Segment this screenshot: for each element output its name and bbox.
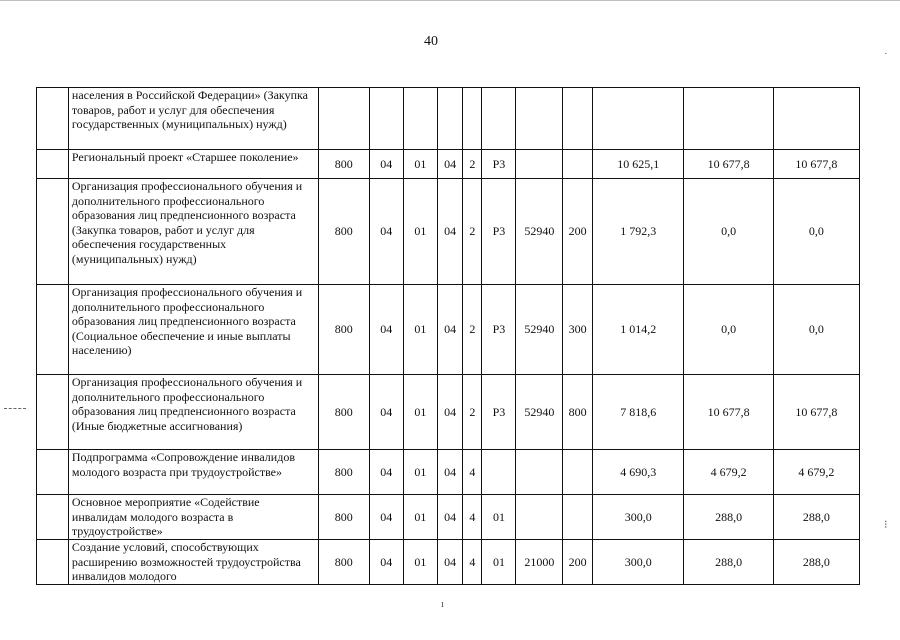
cell-subsection [403,88,437,150]
cell-amount-3: 10 677,8 [773,375,859,450]
row-index-cell [37,285,69,375]
cell-direction: 52940 [516,285,563,375]
cell-amount-3: 288,0 [773,495,859,540]
cell-amount-3: 10 677,8 [773,150,859,179]
cell-program: 04 [437,495,463,540]
row-index-cell [37,88,69,150]
cell-amount-1: 4 690,3 [593,450,684,495]
cell-direction [516,150,563,179]
cell-section: 04 [369,375,403,450]
cell-section: 04 [369,450,403,495]
cell-amount-2: 4 679,2 [684,450,773,495]
table-row [37,88,860,150]
cell-program: 04 [437,450,463,495]
cell-project: 01 [482,495,516,540]
cell-subprogram [463,88,482,150]
cell-expense-type: 300 [563,285,593,375]
cell-subsection: 01 [403,150,437,179]
table-row [37,375,860,450]
page-number: 40 [424,34,438,49]
cell-section: 04 [369,285,403,375]
cell-section: 04 [369,150,403,179]
cell-program: 04 [437,540,463,585]
cell-project: Р3 [482,150,516,179]
cell-project: Р3 [482,179,516,285]
cell-subsection: 01 [403,375,437,450]
table-row [37,540,860,585]
cell-subprogram: 4 [463,495,482,540]
cell-expense-type [563,150,593,179]
cell-ministry: 800 [318,150,369,179]
row-index-cell [37,495,69,540]
cell-direction: 52940 [516,179,563,285]
table-row [37,179,860,285]
cell-program [437,88,463,150]
margin-speck: ı [441,598,445,610]
cell-amount-1: 10 625,1 [593,150,684,179]
row-name: Основное мероприятие «Содействие инвалидам молодого возраста в трудоустройстве» [68,495,318,540]
cell-subsection: 01 [403,285,437,375]
cell-direction: 21000 [516,540,563,585]
cell-direction: 52940 [516,375,563,450]
table-row [37,450,860,495]
row-index-cell [37,375,69,450]
cell-amount-3: 288,0 [773,540,859,585]
cell-project: Р3 [482,285,516,375]
cell-program: 04 [437,150,463,179]
cell-amount-1: 300,0 [593,540,684,585]
cell-amount-3: 4 679,2 [773,450,859,495]
cell-subsection: 01 [403,179,437,285]
margin-speck: ⁝ [884,519,888,531]
row-name: населения в Российской Федерации» (Закупка товаров, работ и услуг для обеспечения государственных (муниципальных) нужд) [68,88,318,150]
cell-direction [516,88,563,150]
cell-project: 01 [482,540,516,585]
row-name: Организация профессионального обучения и дополнительного профессионального образования лиц предпенсионного возраста (Социальное обеспечение и иные выплаты населению) [68,285,318,375]
row-name: Организация профессионального обучения и дополнительного профессионального образования лиц предпенсионного возраста (Закупка товаров, работ и услуг для обеспечения государственных (муниципальных) нужд) [68,179,318,285]
cell-subsection: 01 [403,450,437,495]
cell-ministry: 800 [318,179,369,285]
row-name: Подпрограмма «Сопровождение инвалидов молодого возраста при трудоустройстве» [68,450,318,495]
cell-section: 04 [369,495,403,540]
cell-amount-2 [684,88,773,150]
cell-amount-1: 300,0 [593,495,684,540]
cell-ministry: 800 [318,540,369,585]
cell-subprogram: 4 [463,540,482,585]
cell-section: 04 [369,179,403,285]
cell-subprogram: 2 [463,150,482,179]
cell-amount-1: 1 014,2 [593,285,684,375]
cell-program: 04 [437,285,463,375]
cell-direction [516,495,563,540]
cell-amount-1 [593,88,684,150]
cell-project [482,450,516,495]
cell-subsection: 01 [403,495,437,540]
row-index-cell [37,150,69,179]
cell-program: 04 [437,179,463,285]
cell-program: 04 [437,375,463,450]
row-name: Региональный проект «Старшее поколение» [68,150,318,179]
cell-amount-2: 288,0 [684,495,773,540]
cell-amount-2: 10 677,8 [684,375,773,450]
cell-expense-type: 800 [563,375,593,450]
cell-section: 04 [369,540,403,585]
cell-amount-1: 1 792,3 [593,179,684,285]
row-name: Организация профессионального обучения и дополнительного профессионального образования лиц предпенсионного возраста (Иные бюджетные ассигнования) [68,375,318,450]
row-index-cell [37,179,69,285]
cell-subsection: 01 [403,540,437,585]
cell-ministry [318,88,369,150]
cell-amount-3: 0,0 [773,179,859,285]
cell-amount-2: 0,0 [684,179,773,285]
cell-amount-2: 288,0 [684,540,773,585]
cell-expense-type [563,88,593,150]
cell-ministry: 800 [318,495,369,540]
budget-table [36,87,860,585]
cell-subprogram: 2 [463,375,482,450]
row-name: Создание условий, способствующих расширению возможностей трудоустройства инвалидов молодого [68,540,318,585]
table-row [37,150,860,179]
cell-subprogram: 4 [463,450,482,495]
cell-amount-1: 7 818,6 [593,375,684,450]
cell-ministry: 800 [318,450,369,495]
cell-expense-type: 200 [563,179,593,285]
cell-ministry: 800 [318,375,369,450]
cell-section [369,88,403,150]
margin-speck: · [884,48,888,60]
table-row [37,495,860,540]
cell-amount-2: 0,0 [684,285,773,375]
cell-expense-type: 200 [563,540,593,585]
cell-subprogram: 2 [463,285,482,375]
cell-amount-3: 0,0 [773,285,859,375]
cell-subprogram: 2 [463,179,482,285]
cell-project [482,88,516,150]
table-body [37,88,860,585]
margin-dash-mark [4,408,26,409]
cell-amount-2: 10 677,8 [684,150,773,179]
table-row [37,285,860,375]
cell-expense-type [563,450,593,495]
cell-direction [516,450,563,495]
cell-expense-type [563,495,593,540]
row-index-cell [37,540,69,585]
row-index-cell [37,450,69,495]
cell-ministry: 800 [318,285,369,375]
cell-amount-3 [773,88,859,150]
cell-project: Р3 [482,375,516,450]
top-edge-rule [0,0,900,3]
